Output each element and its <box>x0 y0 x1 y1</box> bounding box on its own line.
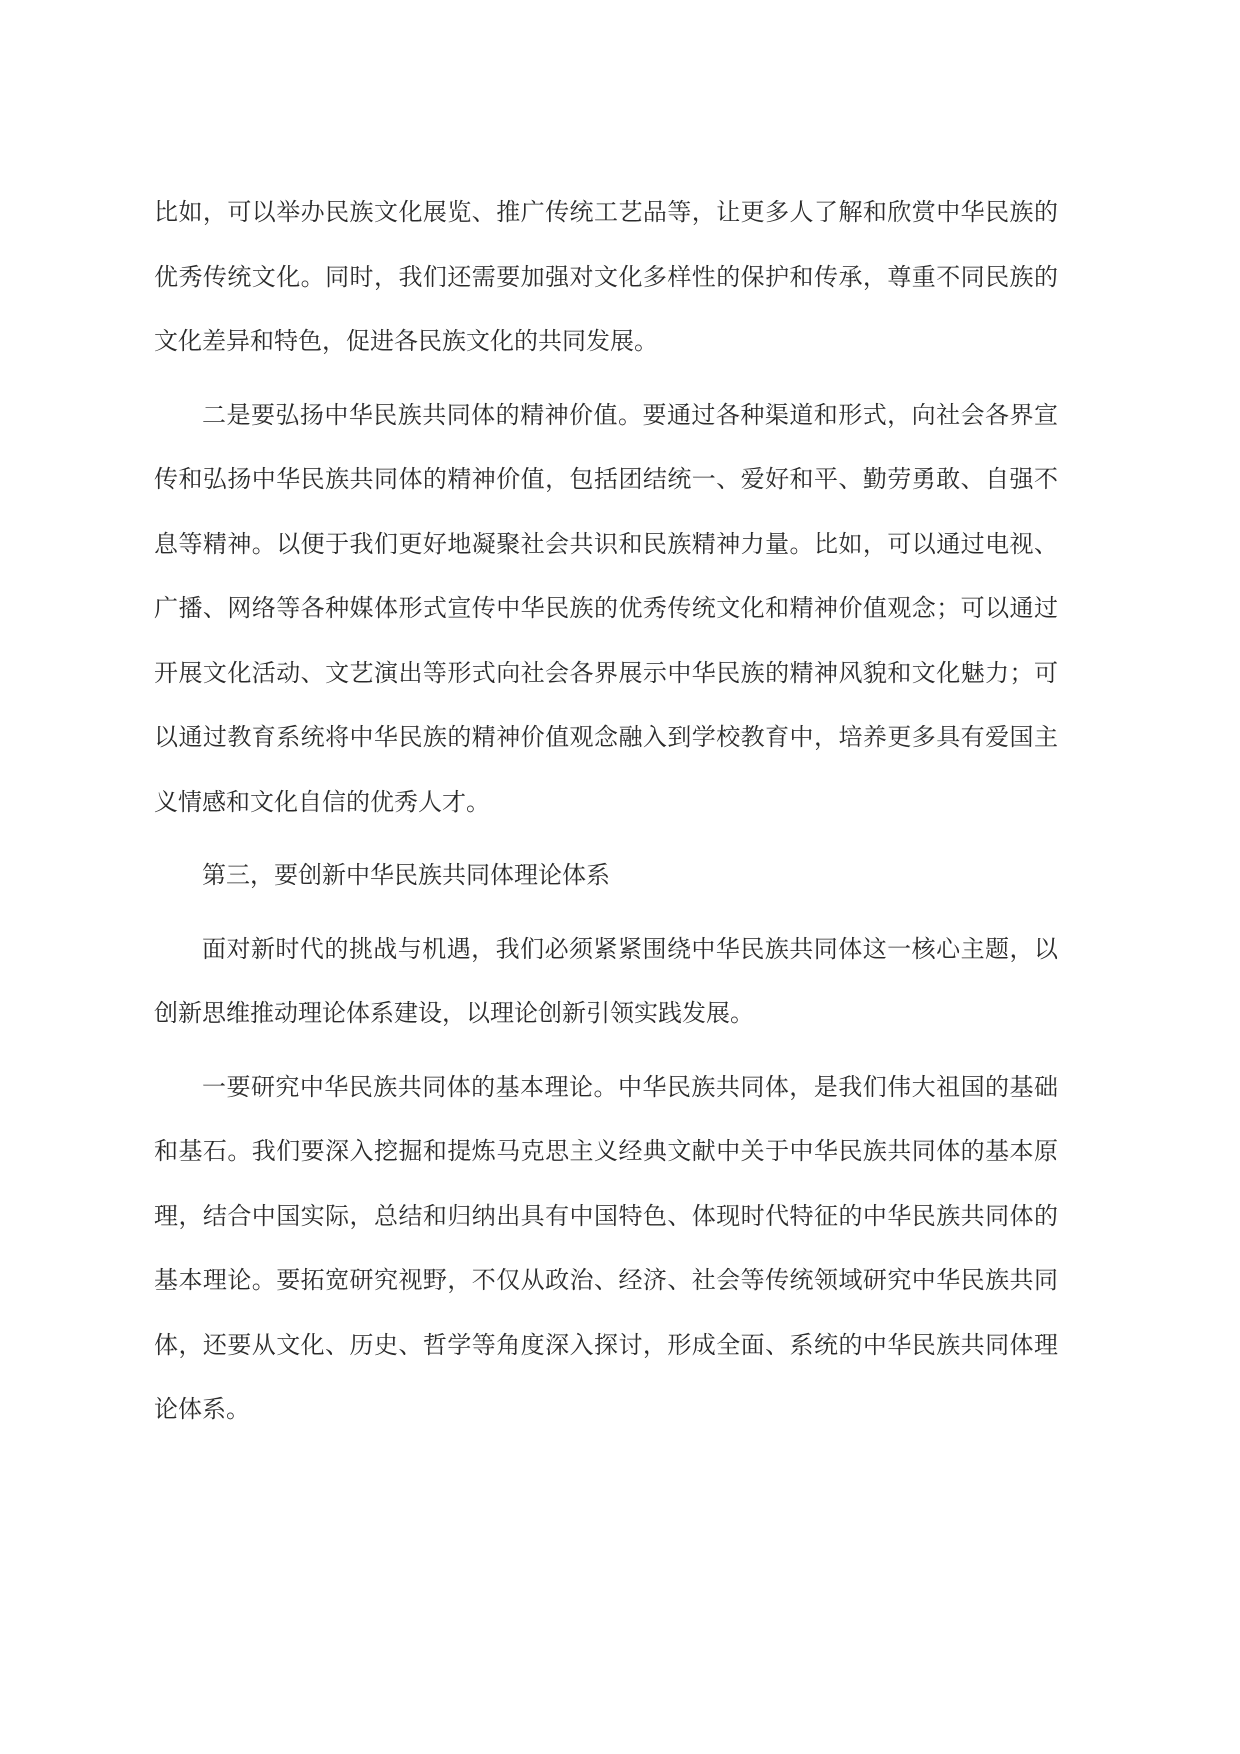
paragraph-basic-theory: 一要研究中华民族共同体的基本理论。中华民族共同体，是我们伟大祖国的基础和基石。我们要深入挖掘和提炼马克思主义经典文献中关于中华民族共同体的基本原理，结合中国实际，总结和归纳出具有中国特色、体现时代特征的中华民族共同体的基本理论。要拓宽研究视野，不仅从政治、经济、社会等传统领域研究中华民族共同体，还要从文化、历史、哲学等角度深入探讨，形成全面、系统的中华民族共同体理论体系。 <box>154 1072 1058 1423</box>
paragraph-spirit-values: 二是要弘扬中华民族共同体的精神价值。要通过各种渠道和形式，向社会各界宣传和弘扬中华民族共同体的精神价值，包括团结统一、爱好和平、勤劳勇敢、自强不息等精神。以便于我们更好地凝聚社会共识和民族精神力量。比如，可以通过电视、广播、网络等各种媒体形式宣传中华民族的优秀传统文化和精神价值观念；可以通过开展文化活动、文艺演出等形式向社会各界展示中华民族的精神风貌和文化魅力；可以通过教育系统将中华民族的精神价值观念融入到学校教育中，培养更多具有爱国主义情感和文化自信的优秀人才。 <box>154 400 1058 816</box>
section-heading-innovate-theory: 第三，要创新中华民族共同体理论体系 <box>202 861 610 889</box>
paragraph-continuation: 比如，可以举办民族文化展览、推广传统工艺品等，让更多人了解和欣赏中华民族的优秀传统文化。同时，我们还需要加强对文化多样性的保护和传承，尊重不同民族的文化差异和特色，促进各民族文化的共同发展。 <box>154 198 1058 355</box>
document-body <box>154 180 1058 1451</box>
paragraph-new-era: 面对新时代的挑战与机遇，我们必须紧紧围绕中华民族共同体这一核心主题，以创新思维推动理论体系建设，以理论创新引领实践发展。 <box>154 934 1058 1027</box>
